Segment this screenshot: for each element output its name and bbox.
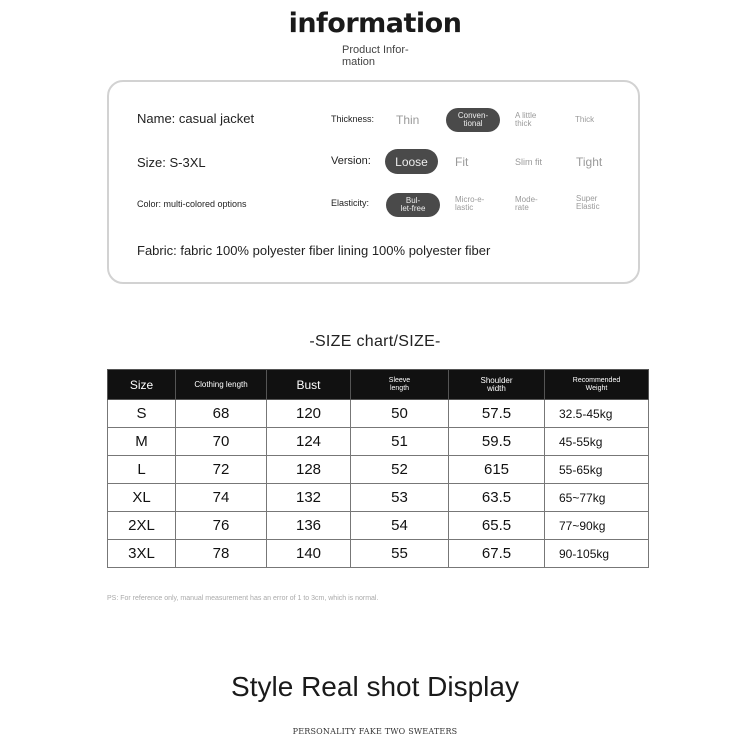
cell-shoulder-width: 59.5 <box>449 428 545 456</box>
cell-recommended-weight: 32.5-45kg <box>545 400 649 428</box>
thickness-selected-label: Conven- tional <box>457 111 489 128</box>
header-shoulder-width: Shoulder width <box>449 370 545 400</box>
display-section-title: Style Real shot Display <box>231 671 519 702</box>
header-size: Size <box>108 370 176 400</box>
product-name: Name: casual jacket <box>137 111 255 126</box>
cell-sleeve-length: 54 <box>351 512 449 540</box>
size-chart-header-row <box>108 370 649 400</box>
product-info-card <box>107 80 640 284</box>
cell-clothing-length: 74 <box>176 484 267 512</box>
cell-recommended-weight: 65~77kg <box>545 484 649 512</box>
thickness-option-conventional <box>446 108 500 132</box>
table-row <box>108 512 649 540</box>
size-chart-title: -SIZE chart/SIZE- <box>309 333 441 350</box>
size-chart-body <box>108 400 649 568</box>
table-row <box>108 428 649 456</box>
header-sleeve-length: Sleeve length <box>351 370 449 400</box>
cell-recommended-weight: 55-65kg <box>545 456 649 484</box>
cell-clothing-length: 68 <box>176 400 267 428</box>
table-row <box>108 400 649 428</box>
cell-bust: 132 <box>267 484 351 512</box>
cell-sleeve-length: 53 <box>351 484 449 512</box>
cell-size: 2XL <box>108 512 176 540</box>
cell-shoulder-width: 67.5 <box>449 540 545 568</box>
size-chart-table <box>107 369 649 568</box>
version-label: Version: <box>331 155 371 167</box>
elasticity-option-super-elastic: Super Elastic <box>576 194 600 211</box>
cell-bust: 128 <box>267 456 351 484</box>
cell-shoulder-width: 57.5 <box>449 400 545 428</box>
product-fabric: Fabric: fabric 100% polyester fiber lining 100% polyester fiber <box>137 243 491 258</box>
cell-shoulder-width: 615 <box>449 456 545 484</box>
cell-sleeve-length: 52 <box>351 456 449 484</box>
version-selected-label: Loose <box>395 154 428 169</box>
cell-size: S <box>108 400 176 428</box>
thickness-label: Thickness: <box>331 114 375 124</box>
thickness-option-thin: Thin <box>396 113 420 127</box>
cell-clothing-length: 76 <box>176 512 267 540</box>
elasticity-selected-label: Bul- let-free <box>400 196 426 213</box>
measurement-note: PS: For reference only, manual measurement has an error of 1 to 3cm, which is normal. <box>107 595 379 602</box>
table-row <box>108 456 649 484</box>
elasticity-label: Elasticity: <box>331 198 370 208</box>
cell-sleeve-length: 51 <box>351 428 449 456</box>
cell-shoulder-width: 63.5 <box>449 484 545 512</box>
product-color: Color: multi-colored options <box>137 199 247 209</box>
cell-clothing-length: 78 <box>176 540 267 568</box>
table-row <box>108 540 649 568</box>
cell-bust: 124 <box>267 428 351 456</box>
cell-clothing-length: 72 <box>176 456 267 484</box>
cell-clothing-length: 70 <box>176 428 267 456</box>
cell-bust: 140 <box>267 540 351 568</box>
display-tagline: PERSONALITY FAKE TWO SWEATERS <box>292 727 458 736</box>
header-recommended-weight: Recommended Weight <box>545 370 649 400</box>
version-option-tight: Tight <box>576 155 603 169</box>
version-option-slim-fit: Slim fit <box>515 157 542 167</box>
cell-bust: 136 <box>267 512 351 540</box>
elasticity-option-micro-elastic: Micro-e- lastic <box>455 195 485 212</box>
table-row <box>108 484 649 512</box>
elasticity-option-moderate: Mode- rate <box>515 195 538 212</box>
thickness-option-a-little-thick: A little thick <box>515 111 537 128</box>
thickness-option-thick: Thick <box>575 115 595 124</box>
cell-bust: 120 <box>267 400 351 428</box>
cell-shoulder-width: 65.5 <box>449 512 545 540</box>
cell-recommended-weight: 45-55kg <box>545 428 649 456</box>
version-option-loose <box>385 149 438 174</box>
elasticity-option-bullet-free <box>386 193 440 217</box>
page-title: information <box>288 8 462 39</box>
cell-recommended-weight: 77~90kg <box>545 512 649 540</box>
page-subtitle: Product Infor- mation <box>342 44 409 68</box>
header-bust: Bust <box>267 370 351 400</box>
version-option-fit: Fit <box>455 155 469 169</box>
cell-size: M <box>108 428 176 456</box>
product-size: Size: S-3XL <box>137 155 206 170</box>
cell-sleeve-length: 50 <box>351 400 449 428</box>
cell-size: XL <box>108 484 176 512</box>
header-clothing-length: Clothing length <box>176 370 267 400</box>
cell-recommended-weight: 90-105kg <box>545 540 649 568</box>
cell-sleeve-length: 55 <box>351 540 449 568</box>
cell-size: L <box>108 456 176 484</box>
cell-size: 3XL <box>108 540 176 568</box>
